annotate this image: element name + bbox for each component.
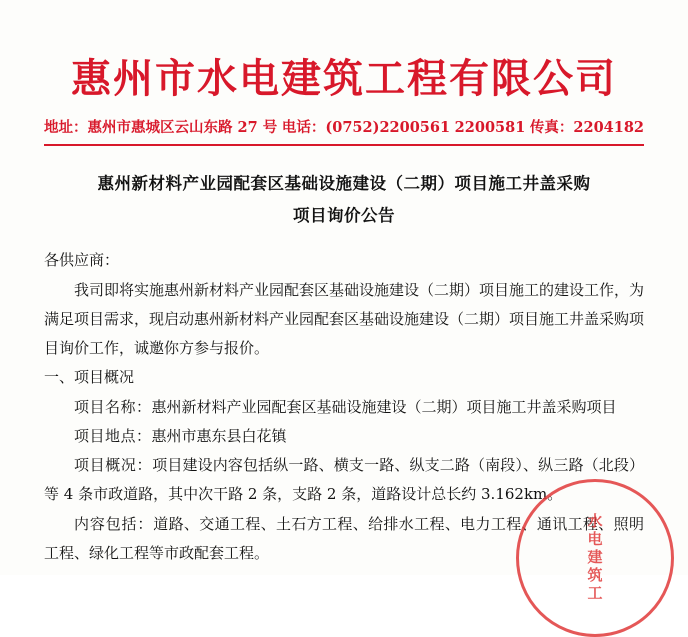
company-seal-text: 水电建筑工 [585, 513, 604, 603]
document-title-line1: 惠州新材料产业园配套区基础设施建设（二期）项目施工井盖采购 [97, 174, 591, 193]
document-title-line2: 项目询价公告 [293, 206, 395, 226]
salutation: 各供应商： [44, 251, 120, 270]
field-project-overview-label: 项目概况： [74, 456, 153, 475]
field-project-overview [44, 451, 644, 510]
address-value: 惠州市惠城区云山东路 27 号 [87, 119, 278, 136]
header-divider [44, 144, 644, 146]
field-project-contents [44, 510, 644, 569]
document-body [44, 246, 644, 568]
fax-label: 传真： [529, 119, 574, 136]
field-project-name-label: 项目名称： [74, 397, 152, 416]
intro-paragraph: 我司即将实施惠州新材料产业园配套区基础设施建设（二期）项目施工的建设工作，为满足项目需求，现启动惠州新材料产业园配套区基础设施建设（二期）项目施工井盖采购项目询价工作，诚邀你方参与报价。 [44, 280, 645, 358]
field-project-overview-value: 项目建设内容包括纵一路、横支一路、纵支二路（南段）、纵三路（北段）等 4 条市政道路，其中次干路 2 条，支路 2 条，道路设计总长约 3.162km。 [44, 456, 644, 504]
contact-row [44, 116, 644, 137]
phone-value: (0752)2200561 [325, 119, 451, 136]
field-project-location [44, 422, 644, 451]
field-project-name-value: 惠州新材料产业园配套区基础设施建设（二期）项目施工井盖采购项目 [151, 397, 617, 416]
section-heading-1: 一、项目概况 [44, 368, 135, 387]
field-project-contents-label: 内容包括： [74, 514, 154, 533]
address-label: 地址： [44, 119, 88, 136]
field-project-contents-value: 道路、交通工程、土石方工程、给排水工程、电力工程、通讯工程、照明工程、绿化工程等市政配套工程。 [44, 514, 644, 562]
company-name: 惠州市水电建筑工程有限公司 [71, 55, 617, 102]
field-project-location-label: 项目地点： [74, 426, 152, 445]
field-project-name [44, 393, 644, 422]
letterhead [44, 0, 644, 146]
document-title [44, 168, 644, 232]
fax-value: 2204182 [573, 119, 645, 136]
field-project-location-value: 惠州市惠东县白花镇 [151, 426, 287, 445]
phone-label: 电话： [281, 119, 326, 136]
phone-value-secondary: 2200581 [454, 119, 526, 136]
